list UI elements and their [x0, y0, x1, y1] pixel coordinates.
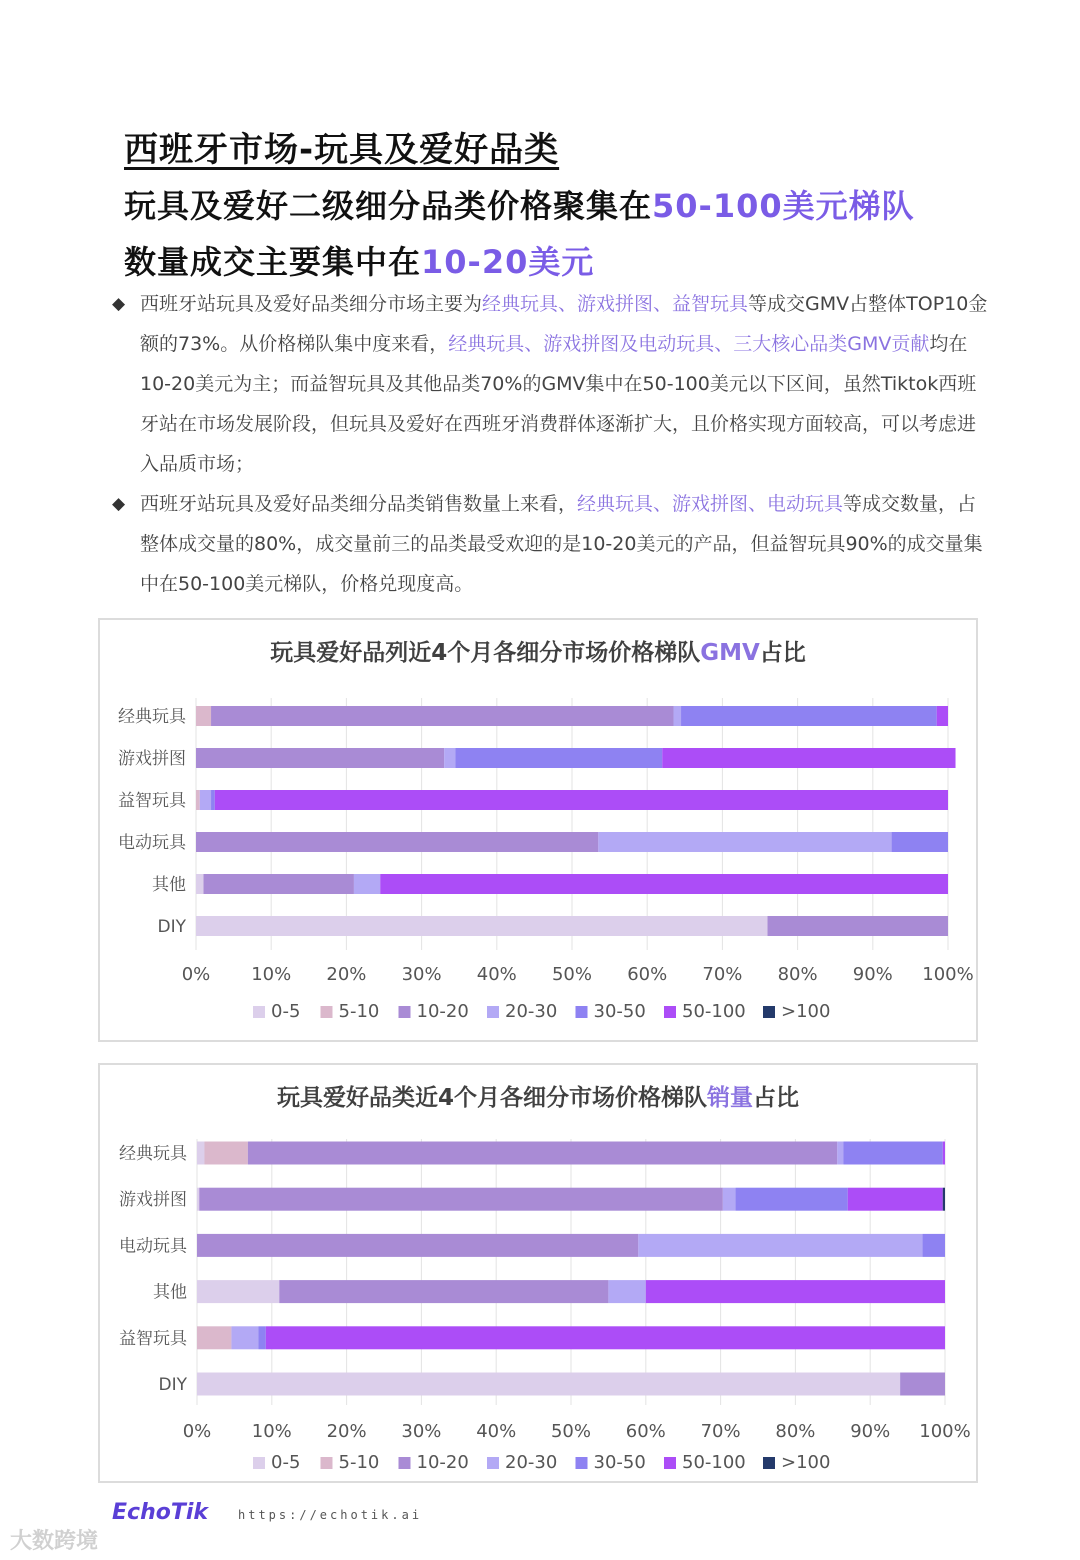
category-label: 游戏拼图: [118, 749, 186, 769]
x-tick-label: 90%: [850, 1421, 891, 1442]
chart-title-accent: GMV: [700, 640, 760, 666]
bar-segment: [211, 790, 215, 810]
bar-segment: [196, 748, 444, 768]
bullet-highlight: 经典玩具、游戏拼图、电动玩具: [577, 493, 844, 515]
bar-segment: [598, 832, 891, 852]
legend-swatch: [321, 1457, 333, 1469]
category-label: 益智玩具: [118, 791, 186, 811]
bar-segment: [943, 1142, 945, 1165]
x-tick-label: 100%: [922, 964, 974, 985]
x-tick-label: 10%: [251, 1421, 292, 1442]
legend-label: 5-10: [338, 1001, 380, 1022]
legend-label: >100: [781, 1452, 831, 1473]
x-tick-label: 50%: [551, 964, 593, 985]
x-tick-label: 80%: [777, 964, 818, 985]
legend-swatch: [399, 1457, 411, 1469]
bar-segment: [279, 1280, 608, 1303]
diamond-bullet-icon: ◆: [112, 294, 126, 314]
bar-segment: [196, 790, 200, 810]
echotik-logo: EchoTik: [112, 1500, 209, 1525]
legend-swatch: [253, 1006, 265, 1018]
x-tick-label: 40%: [476, 964, 517, 985]
bar-segment: [662, 748, 955, 768]
bar-segment: [211, 706, 673, 726]
legend-label: 50-100: [682, 1001, 746, 1022]
legend-swatch: [253, 1457, 265, 1469]
bar-segment: [674, 706, 682, 726]
category-label: DIY: [157, 917, 186, 937]
bar-segment: [266, 1326, 945, 1349]
x-tick-label: 70%: [700, 1421, 741, 1442]
bar-segment: [199, 1188, 723, 1211]
bullet-item: [112, 284, 992, 484]
bar-segment: [231, 1326, 258, 1349]
bar-segment: [197, 1373, 900, 1396]
category-label: 其他: [153, 1282, 187, 1303]
subtitle-1-accent: 50-100美元梯队: [652, 187, 915, 225]
x-tick-label: 70%: [702, 964, 743, 985]
bar-segment: [197, 1326, 231, 1349]
bar-segment: [837, 1142, 843, 1165]
bar-segment: [843, 1142, 942, 1165]
legend-label: 10-20: [416, 1452, 469, 1473]
chart-title: [277, 1084, 799, 1111]
bar-segment: [444, 748, 455, 768]
bar-segment: [681, 706, 937, 726]
legend-label: 50-100: [682, 1452, 746, 1473]
subtitle-2-text: 数量成交主要集中在: [124, 243, 422, 281]
bar-segment: [354, 874, 380, 894]
subtitle-line-1: [124, 181, 915, 227]
bar-segment: [197, 1142, 204, 1165]
x-tick-label: 30%: [401, 964, 442, 985]
legend-label: 30-50: [593, 1452, 646, 1473]
x-tick-label: 100%: [919, 1421, 971, 1442]
bar-segment: [900, 1373, 945, 1396]
bar-segment: [723, 1188, 736, 1211]
chart-title-accent: 销量: [707, 1085, 754, 1111]
x-tick-label: 20%: [326, 964, 367, 985]
bar-segment: [200, 790, 211, 810]
chart-title-text: 玩具爱好品类近4个月各细分市场价格梯队: [276, 1085, 708, 1111]
gmv-share-chart-svg: [100, 620, 976, 1040]
legend-label: 20-30: [505, 1001, 558, 1022]
bar-segment: [196, 916, 768, 936]
bar-segment: [197, 1188, 199, 1211]
category-label: 经典玩具: [118, 707, 186, 727]
legend-label: >100: [781, 1001, 831, 1022]
bar-segment: [848, 1188, 943, 1211]
bar-segment: [204, 874, 354, 894]
watermark: 大数跨境: [10, 1529, 99, 1554]
x-tick-label: 50%: [550, 1421, 592, 1442]
legend-label: 20-30: [505, 1452, 558, 1473]
x-tick-label: 60%: [627, 964, 668, 985]
legend-swatch: [763, 1457, 775, 1469]
category-label: 游戏拼图: [119, 1190, 187, 1211]
bar-segment: [646, 1280, 945, 1303]
x-tick-label: 0%: [182, 1421, 212, 1442]
bar-segment: [380, 874, 948, 894]
bar-segment: [196, 706, 211, 726]
legend-label: 30-50: [593, 1001, 646, 1022]
category-label: 电动玩具: [118, 833, 186, 853]
legend-swatch: [576, 1006, 588, 1018]
x-tick-label: 60%: [625, 1421, 666, 1442]
legend-label: 0-5: [271, 1001, 301, 1022]
bar-segment: [736, 1188, 848, 1211]
bar-segment: [215, 790, 948, 810]
title-block: [124, 122, 915, 283]
bullet-item: [112, 484, 992, 604]
bullet-text: 均在10-20美元为主；而益智玩具及其他品类70%的GMV集中在50-100美元以下区间，虽然Tiktok西班牙站在市场发展阶段，但玩具及爱好在西班牙消费群体逐渐扩大，且价格实现方面较高，可以考虑进入品质市场；: [140, 333, 977, 475]
bar-segment: [248, 1142, 837, 1165]
bar-segment: [923, 1234, 945, 1257]
chart-title-text: 占比: [759, 640, 806, 666]
bar-segment: [608, 1280, 645, 1303]
page-title: 西班牙市场-玩具及爱好品类: [124, 130, 560, 170]
legend-swatch: [487, 1006, 499, 1018]
legend-label: 0-5: [271, 1452, 301, 1473]
subtitle-line-2: [124, 237, 915, 283]
bullet-list: [112, 284, 992, 604]
x-tick-label: 10%: [251, 964, 292, 985]
chart-title: [270, 639, 806, 666]
legend-label: 10-20: [416, 1001, 469, 1022]
x-tick-label: 90%: [852, 964, 893, 985]
category-label: DIY: [158, 1375, 187, 1395]
footer-url: https://echotik.ai: [238, 1508, 423, 1522]
legend-swatch: [487, 1457, 499, 1469]
bar-segment: [196, 874, 204, 894]
bullet-highlight: 经典玩具、游戏拼图、益智玩具: [482, 293, 749, 315]
bar-segment: [943, 1188, 945, 1211]
category-label: 电动玩具: [119, 1236, 187, 1257]
bullet-text: 等成交GMV占整体TOP10金额的73%。从价格梯队集中度来看，: [140, 293, 988, 355]
bar-segment: [937, 706, 948, 726]
gmv-share-chart: [98, 618, 978, 1042]
diamond-bullet-icon: ◆: [112, 494, 126, 514]
sales-share-chart-svg: [100, 1065, 976, 1481]
legend-swatch: [763, 1006, 775, 1018]
bar-segment: [197, 1234, 638, 1257]
sales-share-chart: [98, 1063, 978, 1483]
bar-segment: [258, 1326, 265, 1349]
legend-swatch: [399, 1006, 411, 1018]
category-label: 益智玩具: [119, 1328, 187, 1349]
bar-segment: [196, 832, 598, 852]
x-tick-label: 0%: [181, 964, 211, 985]
x-tick-label: 30%: [401, 1421, 442, 1442]
bar-segment: [638, 1234, 922, 1257]
bar-segment: [455, 748, 662, 768]
bullet-text: 等成交数量，占整体成交量的80%，成交量前三的品类最受欢迎的是10-20美元的产品，但益智玩具90%的成交量集中在50-100美元梯队，价格兑现度高。: [140, 493, 983, 595]
bar-segment: [892, 832, 948, 852]
bullet-highlight: 经典玩具、游戏拼图及电动玩具、三大核心品类GMV贡献: [448, 333, 930, 355]
chart-title-text: 玩具爱好品列近4个月各细分市场价格梯队: [270, 640, 701, 666]
subtitle-2-accent: 10-20美元: [421, 243, 595, 281]
x-tick-label: 20%: [326, 1421, 367, 1442]
legend-swatch: [576, 1457, 588, 1469]
bullet-text: 西班牙站玩具及爱好品类细分市场主要为: [140, 293, 483, 315]
legend-swatch: [321, 1006, 333, 1018]
legend-swatch: [664, 1006, 676, 1018]
bar-segment: [768, 916, 948, 936]
subtitle-1-text: 玩具及爱好二级细分品类价格聚集在: [124, 187, 653, 225]
bar-segment: [197, 1280, 279, 1303]
bar-segment: [204, 1142, 247, 1165]
category-label: 其他: [152, 875, 186, 895]
chart-title-text: 占比: [753, 1085, 800, 1111]
x-tick-label: 40%: [476, 1421, 517, 1442]
legend-label: 5-10: [338, 1452, 380, 1473]
category-label: 经典玩具: [119, 1144, 187, 1164]
bullet-text: 西班牙站玩具及爱好品类细分品类销售数量上来看，: [140, 493, 578, 515]
legend-swatch: [664, 1457, 676, 1469]
x-tick-label: 80%: [775, 1421, 816, 1442]
